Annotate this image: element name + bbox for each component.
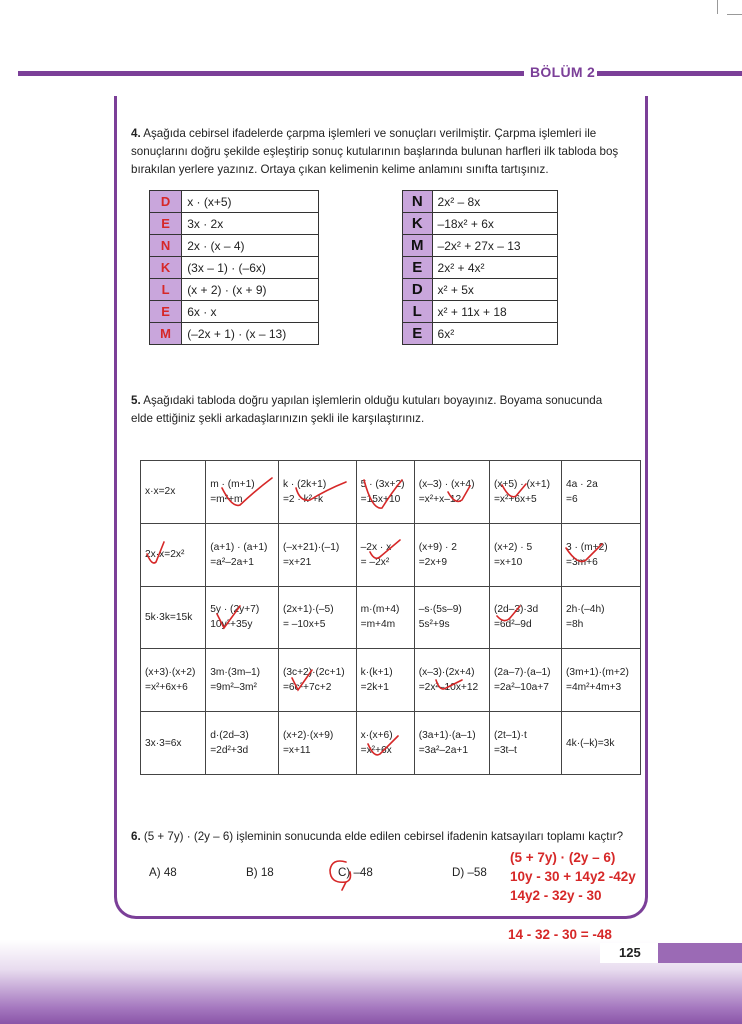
grid-cell-line: (2d–3)·3d [493,604,539,616]
grid-cell-line: =6 [566,493,578,505]
answer-circle [330,861,351,882]
q4-expression: 2x · (x – 4) [182,235,319,257]
q4-expression: –2x² + 27x – 13 [432,235,557,257]
q4-expression: (3x – 1) · (–6x) [182,257,319,279]
q4-expression: 6x · x [182,301,319,323]
check-mark [370,540,400,558]
grid-cell-line: =6d²–9d [493,619,532,631]
check-mark [217,606,240,628]
grid-cell-line: 5s²+9s [418,619,450,631]
choice-b[interactable]: B) 18 [246,866,274,879]
grid-cell-line: =2a²–10a+7 [493,682,549,694]
check-mark [566,544,602,562]
grid-cell-line: =8h [566,619,584,631]
check-mark [448,486,470,501]
q4-expression: (x + 2) · (x + 9) [182,279,319,301]
answer-circle-tail [342,882,346,890]
question-text: Aşağıda cebirsel ifadelerde çarpma işlemleri ve sonuçları verilmiştir. Çarpma işlemleri ile sonuçlarını doğru şekilde eşleştirip sonuç kutularının başlarında bulunan harfleri ilk tabloda boş bırakılan yerlere yazınız. Ortaya çıkan kelimenin kelime anlamını sınıfta tartışınız. [131,127,619,176]
grid-cell-line: d·(2d–3) [210,730,249,742]
handwriting-line: (5 + 7y) · (2y – 6) [510,850,616,865]
grid-cell-line: x·(x+6) [360,730,393,742]
q4-letter: M [150,323,182,345]
q4-expression: x² + 11x + 18 [432,301,557,323]
grid-cell-line: =3t–t [493,745,517,757]
grid-cell-line: (x+2)·(x+9) [282,730,334,742]
check-mark [222,478,272,505]
q4-letter: N [403,191,433,213]
grid-cell-line: 10y²+35y [210,619,253,631]
grid-cell-line: =2d²+3d [210,745,249,757]
grid-cell-line: =3a²–2a+1 [418,745,469,757]
grid-cell-line: =m+4m [360,619,396,631]
grid-cell-line: =4m²+4m+3 [566,682,622,694]
grid-cell-line: (2t–1)·t [493,730,527,742]
grid-cell-line: =x+21 [282,556,312,568]
page-number: 125 [619,945,641,960]
grid-cell-line: 3m·(3m–1) [210,667,261,679]
grid-cell-line: (3m+1)·(m+2) [566,667,629,679]
grid-cell-line: 2x·x=2x² [145,549,185,561]
q4-expression: x² + 5x [432,279,557,301]
q4-letter: E [150,213,182,235]
q4-expression: –18x² + 6x [432,213,557,235]
grid-cell-line: 5 · (3x+2) [360,478,405,490]
grid-cell-line: (a+1) · (a+1) [210,541,268,553]
grid-cell-line: –2x · x [360,541,392,553]
grid-cell-line: m · (m+1) [210,478,255,490]
q4-letter: E [403,257,433,279]
q4-letter: L [150,279,182,301]
handwriting-line: 10y - 30 + 14y2 -42y [510,869,636,884]
grid-cell-line: (2x+1)·(–5) [282,604,334,616]
q4-letter: L [403,301,433,323]
grid-cell-line: =2x²–10x+12 [418,682,479,694]
choice-a[interactable]: A) 48 [149,866,177,879]
grid-cell-line: 3 · (m+2) [566,541,608,553]
q4-letter: N [150,235,182,257]
grid-cell-line: =6c²+7c+2 [282,682,332,694]
handwriting-line: 14 - 32 - 30 = -48 [508,927,612,942]
grid-cell-line: =a²–2a+1 [210,556,254,568]
grid-cell-line: (–x+21)·(–1) [282,541,340,553]
q4-expression: 3x · 2x [182,213,319,235]
check-mark [296,482,346,500]
question-number: 5. [131,394,141,407]
q4-letter: M [403,235,433,257]
choice-d[interactable]: D) –58 [452,866,487,879]
q4-letter: E [403,323,433,345]
q4-expression: 2x² + 4x² [432,257,557,279]
grid-cell-line: 4a · 2a [566,478,598,490]
grid-cell-line: (x+9) · 2 [418,541,457,553]
grid-cell-line: =x²+6x+5 [493,493,537,505]
grid-cell-line: = –2x² [360,556,390,568]
grid-cell-line: =x²+x–12 [418,493,462,505]
grid-cell-line: =x+11 [282,745,311,757]
grid-cell-line: =m²+m [210,493,243,505]
q4-expression: x · (x+5) [182,191,319,213]
grid-cell-line: (x+5) · (x+1) [493,478,550,490]
grid-cell-line: k·(k+1) [360,667,393,679]
check-mark [368,736,398,755]
grid-cell-line: = –10x+5 [282,619,326,631]
q4-letter: D [403,279,433,301]
q4-letter: E [150,301,182,323]
grid-cell-line: (x–3) · (x+4) [418,478,475,490]
grid-cell-line: x·x=2x [145,486,176,498]
choice-c[interactable]: C) –48 [338,866,373,879]
chapter-title: BÖLÜM 2 [530,64,596,80]
grid-cell-line: (x+3)·(x+2) [145,667,196,679]
check-mark [502,484,526,497]
q4-expression: (–2x + 1) · (x – 13) [182,323,319,345]
grid-cell-line: (x+2) · 5 [493,541,533,553]
grid-cell-line: 4k·(–k)=3k [566,737,615,749]
grid-cell-line: =2x+9 [418,556,448,568]
grid-cell-line: (2a–7)·(a–1) [493,667,551,679]
question-number: 6. [131,830,141,843]
grid-cell-line: =15x+10 [360,493,401,505]
check-mark [364,480,402,508]
check-mark [147,542,164,563]
q4-letter: K [403,213,433,235]
check-mark [292,670,312,690]
handwriting-line: 14y2 - 32y - 30 [510,888,602,903]
grid-cell-line: =2 · k²+k [282,493,324,505]
grid-cell-line: =9m²–3m² [210,682,257,694]
check-mark [497,606,520,621]
grid-cell-line: –s·(5s–9) [418,604,462,616]
grid-cell-line: (3a+1)·(a–1) [418,730,476,742]
q4-expression: 2x² – 8x [432,191,557,213]
grid-cell-line: =2k+1 [360,682,389,694]
grid-cell-line: k · (2k+1) [282,478,327,490]
question-text: Aşağıdaki tabloda doğru yapılan işlemlerin olduğu kutuları boyayınız. Boyama sonucunda elde ettiğiniz şekli arkadaşlarınızın şekli ile karşılaştırınız. [131,394,603,425]
grid-cell-line: =3m+6 [566,556,598,568]
q4-expression: 6x² [432,323,557,345]
q4-letter: K [150,257,182,279]
grid-cell-line: 2h·(–4h) [566,604,605,616]
question-text: (5 + 7y) · (2y – 6) işleminin sonucunda elde edilen cebirsel ifadenin katsayıları toplamı kaçtır? [143,830,624,843]
q4-letter: D [150,191,182,213]
grid-cell-line: =x²+6x+6 [145,682,188,694]
grid-cell-line: 5k·3k=15k [145,611,193,623]
grid-cell-line: =x+10 [493,556,523,568]
grid-cell-line: 5y · (2y+7) [210,604,260,616]
grid-cell-line: 3x·3=6x [145,737,182,749]
check-mark [436,680,462,689]
grid-cell-line: m·(m+4) [360,604,400,616]
grid-cell-line: (x–3)·(2x+4) [418,667,475,679]
grid-cell-line: =x²+6x [360,745,392,757]
grid-cell-line: (3c+2)·(2c+1) [282,667,345,679]
question-number: 4. [131,127,141,140]
